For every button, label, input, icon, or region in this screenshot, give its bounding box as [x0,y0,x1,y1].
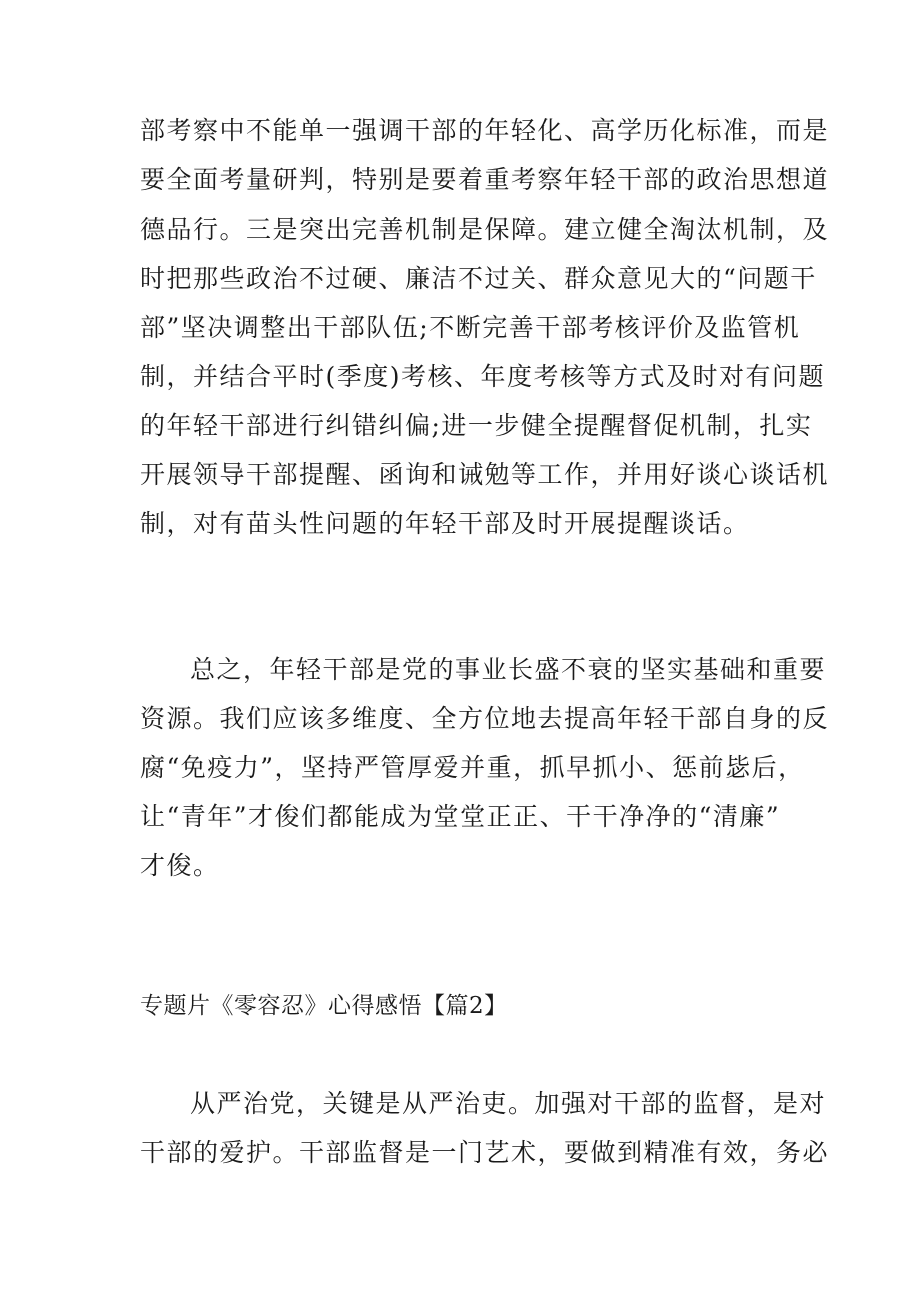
paragraph-line: 部”坚决调整出干部队伍;不断完善干部考核评价及监管机 [140,313,801,342]
paragraph-line: 德品行。三是突出完善机制是保障。建立健全淘汰机制，及 [140,215,830,244]
paragraph-line: 制，对有苗头性问题的年轻干部及时开展提醒谈话。 [140,509,750,538]
section-heading: 专题片《零容忍》心得感悟【篇2】 [140,993,508,1019]
paragraph-line: 时把那些政治不过硬、廉洁不过关、群众意见大的“问题干 [140,264,817,293]
paragraph-line: 制，并结合平时(季度)考核、年度考核等方式及时对有问题 [140,362,826,391]
paragraph-line: 总之，年轻干部是党的事业长盛不衰的坚实基础和重要 [190,655,827,684]
paragraph-line: 从严治党，关键是从严治吏。加强对干部的监督，是对 [190,1089,827,1118]
paragraph-line: 才俊。 [140,851,220,880]
paragraph-line: 腐“免疫力”，坚持严管厚爱并重，抓早抓小、惩前毖后， [140,753,805,782]
paragraph-line: 资源。我们应该多维度、全方位地去提高年轻干部自身的反 [140,704,830,733]
paragraph-line: 要全面考量研判，特别是要着重考察年轻干部的政治思想道 [140,165,830,194]
paragraph-line: 干部的爱护。干部监督是一门艺术，要做到精准有效，务必 [140,1138,830,1167]
paragraph-line: 让“青年”才俊们都能成为堂堂正正、干干净净的“清廉” [140,802,781,831]
paragraph-line: 开展领导干部提醒、函询和诫勉等工作，并用好谈心谈话机 [140,460,830,489]
paragraph-line: 的年轻干部进行纠错纠偏;进一步健全提醒督促机制，扎实 [140,411,813,440]
paragraph-line: 部考察中不能单一强调干部的年轻化、高学历化标准，而是 [140,116,830,145]
